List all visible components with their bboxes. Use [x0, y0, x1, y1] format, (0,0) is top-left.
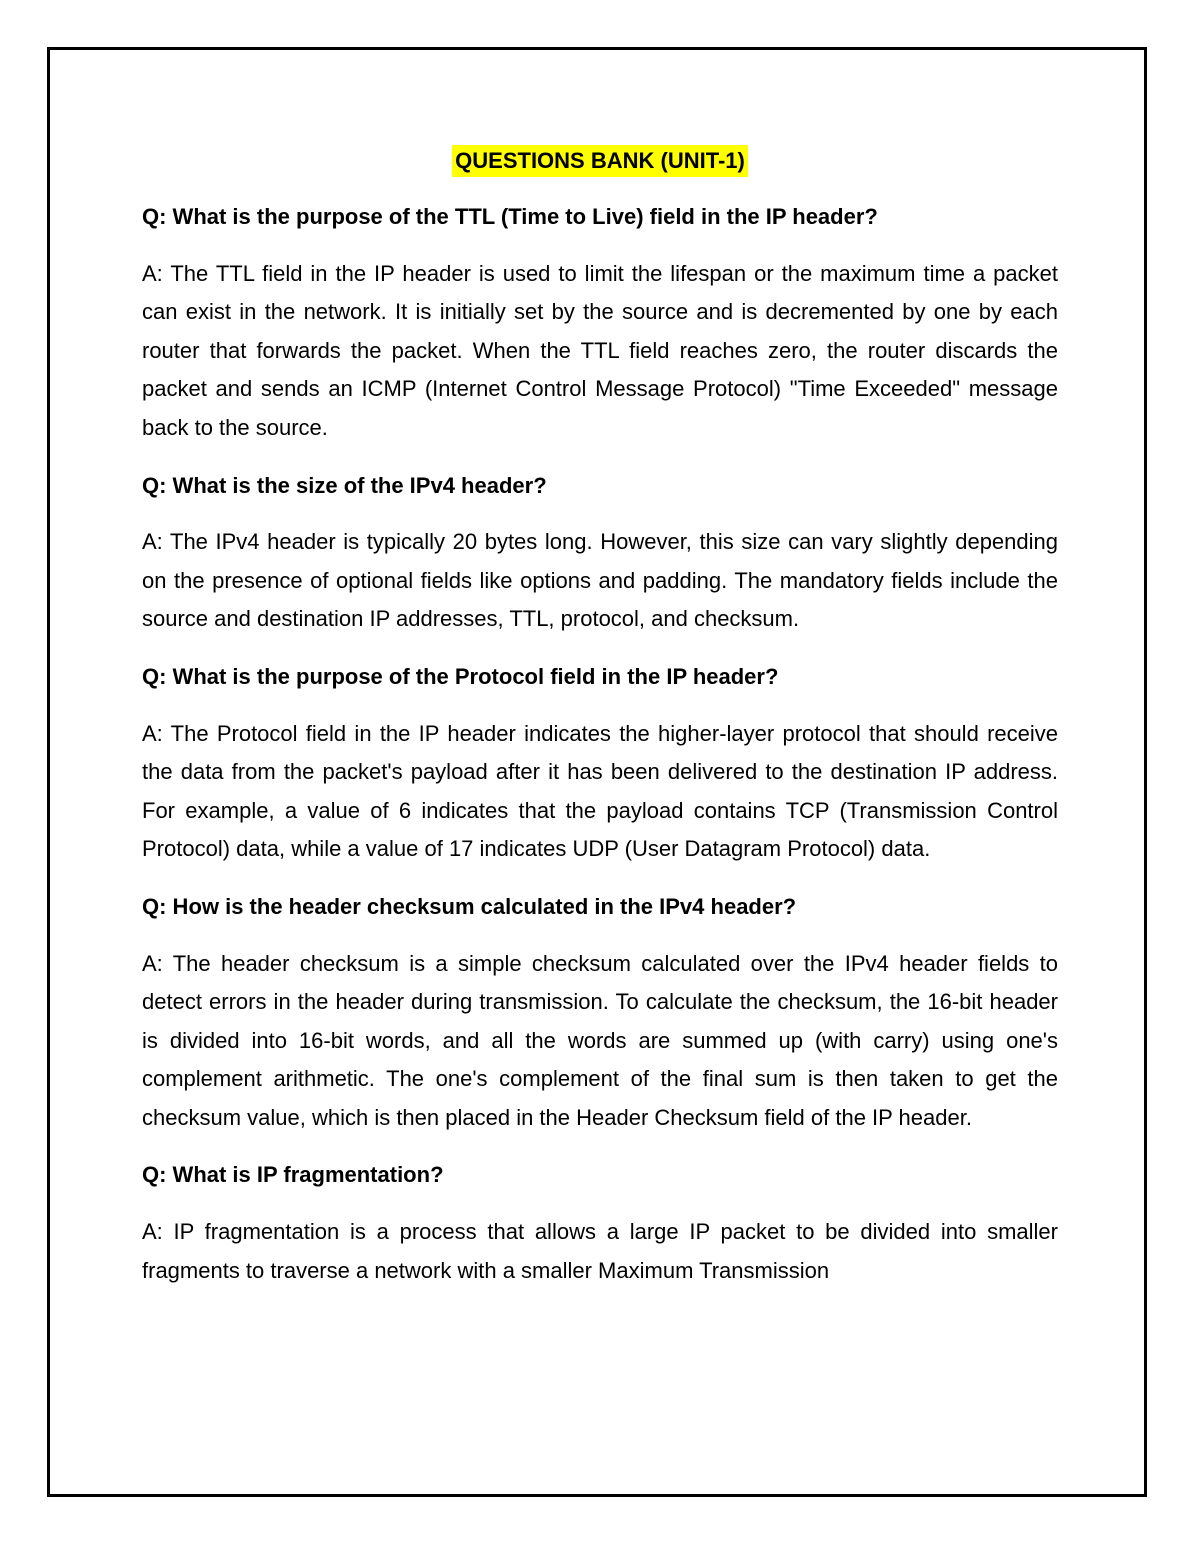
answer-text: A: The Protocol field in the IP header indicates the higher-layer protocol that should receive the data from the packet's payload after it has been delivered to the destination IP address. For example, a value of 6 indicates that the payload contains TCP (Transmission Control Protocol) data, while a value of 17 indicates UDP (User Datagram Protocol) data. [142, 720, 1058, 862]
question-text: Q: What is the purpose of the TTL (Time to Live) field in the IP header? [142, 204, 878, 229]
qa-item-ttl [142, 198, 1058, 448]
answer-text: A: IP fragmentation is a process that allows a large IP packet to be divided into smaller fragments to traverse a network with a smaller Maximum Transmission [142, 1219, 1058, 1283]
qa-item-fragmentation [142, 1156, 1058, 1290]
qa-item-header-size [142, 467, 1058, 639]
answer-text: A: The TTL field in the IP header is used to limit the lifespan or the maximum time a packet can exist in the network. It is initially set by the source and is decremented by one by each router that forwards the packet. When the TTL field reaches zero, the router discards the packet and sends an ICMP (Internet Control Message Protocol) "Time Exceeded" message back to the source. [142, 260, 1058, 440]
question-text: Q: What is the purpose of the Protocol field in the IP header? [142, 663, 779, 689]
qa-item-checksum [142, 888, 1058, 1138]
question-text: Q: How is the header checksum calculated in the IPv4 header? [142, 893, 797, 919]
question-text: Q: What is IP fragmentation? [142, 1162, 444, 1188]
answer-text: A: The IPv4 header is typically 20 bytes long. However, this size can vary slightly depending on the presence of optional fields like options and padding. The mandatory fields include the source and destination IP addresses, TTL, protocol, and checksum. [142, 529, 1058, 632]
document-body [142, 140, 1058, 1309]
document-title: QUESTIONS BANK (UNIT-1) [452, 145, 748, 177]
answer-text: A: The header checksum is a simple checksum calculated over the IPv4 header fields to detect errors in the header during transmission. To calculate the checksum, the 16-bit header is divided into 16-bit words, and all the words are summed up (with carry) using one's complement arithmetic. The one's complement of the final sum is then taken to get the checksum value, which is then placed in the Header Checksum field of the IP header. [142, 950, 1058, 1130]
qa-item-protocol-field [142, 658, 1058, 869]
question-text: Q: What is the size of the IPv4 header? [142, 472, 547, 498]
title-wrapper [142, 140, 1058, 178]
